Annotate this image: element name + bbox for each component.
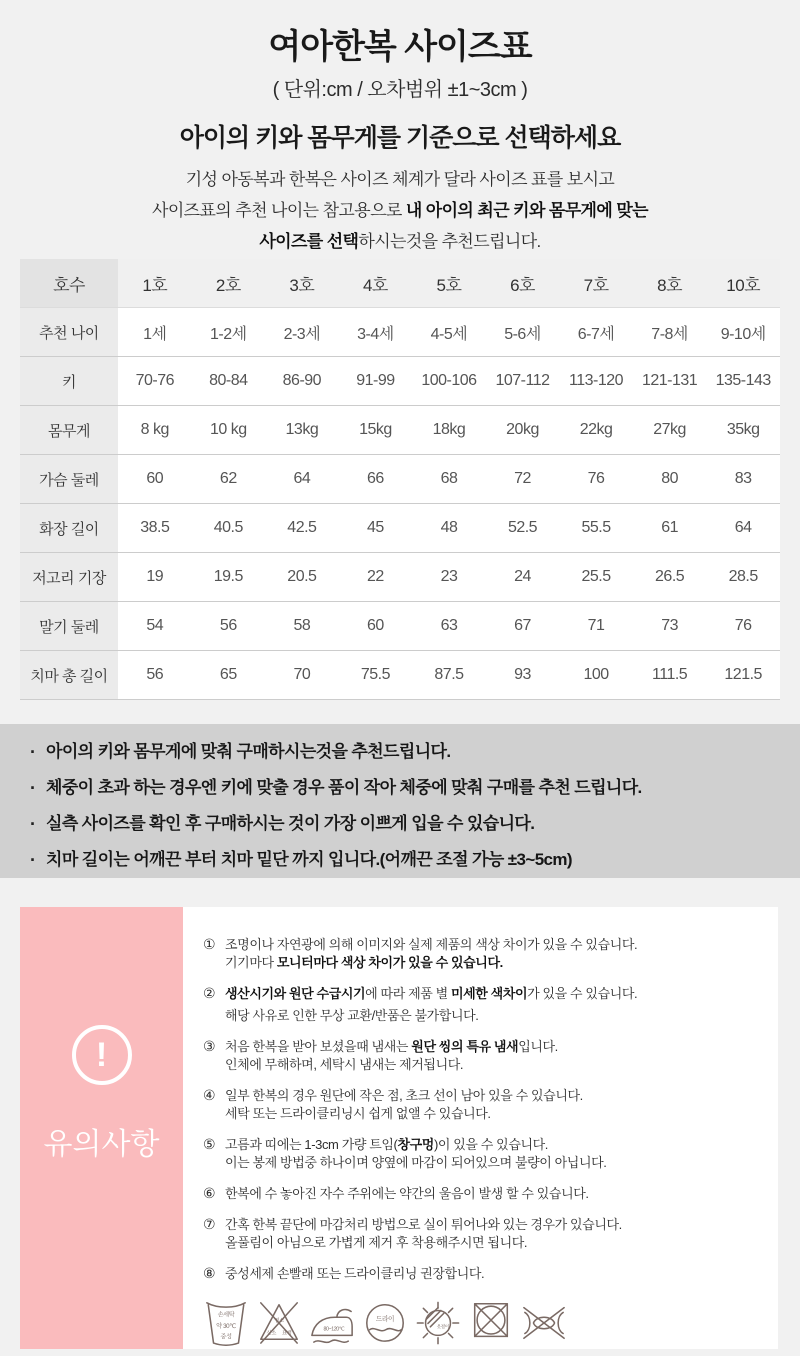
size-value-cell: 22kg [559,406,633,455]
notice-line: ⑥ 한복에 수 놓아진 자수 주위에는 약간의 울음이 발생 할 수 있습니다. [203,1185,589,1201]
size-value-cell: 60 [118,455,192,504]
notice-item [203,1184,772,1203]
table-header-row [20,259,780,308]
tips-list [0,724,800,878]
size-value-cell: 48 [412,504,486,553]
size-value-cell: 27kg [633,406,707,455]
size-value-cell: 71 [559,602,633,651]
size-value-cell: 25.5 [559,553,633,602]
notice-item [203,1264,772,1283]
exclamation-icon: ! [72,1025,132,1085]
row-label-cell: 키 [20,357,118,406]
bullet-dot-icon: · [30,778,36,798]
size-value-cell: 5-6세 [486,308,560,357]
table-row [20,651,780,700]
notice-list [203,935,772,1283]
size-value-cell: 6-7세 [559,308,633,357]
size-value-cell: 100 [559,651,633,700]
notice-continuation-line: 올풀림이 아님으로 가볍게 제거 후 착용해주시면 됩니다. [225,1235,528,1250]
size-value-cell: 135-143 [706,357,780,406]
size-value-cell: 28.5 [706,553,780,602]
item-number: ⑤ [203,1136,216,1152]
bullet-dot-icon: · [30,850,36,870]
size-value-cell: 20kg [486,406,560,455]
size-value-cell: 87.5 [412,651,486,700]
tip-item: · 아이의 키와 몸무게에 맞춰 구매하시는것을 추천드립니다. [30,734,800,770]
tip-item: · 체중이 초과 하는 경우엔 키에 맞출 경우 품이 작아 체중에 맞춰 구매를 추천 드립니다. [30,770,800,806]
size-column-header: 2호 [192,259,266,308]
table-row [20,504,780,553]
size-column-header: 10호 [706,259,780,308]
item-number: ④ [203,1087,216,1103]
size-value-cell: 22 [339,553,413,602]
row-label-cell: 추천 나이 [20,308,118,357]
notice-panel [20,907,778,1349]
size-value-cell: 72 [486,455,560,504]
bullet-dot-icon: · [30,814,36,834]
svg-text:옷걸이: 옷걸이 [436,1323,449,1329]
size-value-cell: 76 [706,602,780,651]
notice-continuation-line: 기기마다 모니터마다 색상 차이가 있을 수 있습니다. [225,955,503,970]
notice-item [203,1037,772,1074]
notice-continuation-line: 인체에 무해하며, 세탁시 냄새는 제거됩니다. [225,1057,464,1072]
selection-guide-heading: 아이의 키와 몸무게를 기준으로 선택하세요 [179,124,621,152]
svg-text:산소: 산소 [266,1330,277,1337]
care-symbols-row [203,1295,772,1349]
intro-line: 기성 아동복과 한복은 사이즈 체계가 달라 사이즈 표를 보시고 [185,170,615,189]
size-column-header: 7호 [559,259,633,308]
size-value-cell: 1세 [118,308,192,357]
corner-header-cell: 호수 [20,259,118,308]
notice-continuation-line: 세탁 또는 드라이클리닝시 쉽게 없앨 수 있습니다. [225,1106,491,1121]
tip-item: · 실측 사이즈를 확인 후 구매하시는 것이 가장 이쁘게 입을 수 있습니다. [30,806,800,842]
size-value-cell: 65 [192,651,266,700]
svg-text:80~120℃: 80~120℃ [323,1326,345,1333]
notice-continuation-line: 이는 봉제 방법중 하나이며 양옆에 마감이 되어있으며 불량이 아닙니다. [225,1155,607,1170]
size-value-cell: 107-112 [486,357,560,406]
size-column-header: 6호 [486,259,560,308]
size-value-cell: 40.5 [192,504,266,553]
size-value-cell: 20.5 [265,553,339,602]
notice-line: ④ 일부 한복의 경우 원단에 작은 점, 초크 선이 남아 있을 수 있습니다. [203,1087,583,1103]
size-value-cell: 7-8세 [633,308,707,357]
row-label-cell: 말기 둘레 [20,602,118,651]
size-value-cell: 86-90 [265,357,339,406]
tip-item: · 치마 길이는 어깨끈 부터 치마 밑단 까지 입니다.(어깨끈 조절 가능 ±3~5cm) [30,842,800,878]
page-title: 여아한복 사이즈표 [268,28,532,66]
size-value-cell: 91-99 [339,357,413,406]
size-value-cell: 38.5 [118,504,192,553]
notice-item [203,935,772,972]
table-row [20,602,780,651]
table-row [20,455,780,504]
row-label-cell: 치마 총 길이 [20,651,118,700]
size-value-cell: 3-4세 [339,308,413,357]
notice-item [203,1215,772,1252]
svg-text:염소: 염소 [274,1318,284,1324]
size-column-header: 5호 [412,259,486,308]
row-label-cell: 저고리 기장 [20,553,118,602]
hand-wash-30-icon [203,1295,249,1349]
size-value-cell: 10 kg [192,406,266,455]
size-value-cell: 113-120 [559,357,633,406]
table-row [20,406,780,455]
notice-line: ⑦ 간혹 한복 끝단에 마감처리 방법으로 실이 튀어나와 있는 경우가 있습니다. [203,1216,622,1232]
svg-text:약 30℃: 약 30℃ [216,1322,236,1330]
bullet-dot-icon: · [30,742,36,762]
notice-line: ⑤ 고름과 띠에는 1-3cm 가량 트임(창구멍)이 있을 수 있습니다. [203,1136,549,1152]
caution-side-panel [20,907,183,1349]
size-value-cell: 83 [706,455,780,504]
iron-80-120-icon [309,1295,355,1349]
size-value-cell: 56 [118,651,192,700]
size-column-header: 4호 [339,259,413,308]
size-value-cell: 19 [118,553,192,602]
size-value-cell: 76 [559,455,633,504]
size-value-cell: 15kg [339,406,413,455]
svg-text:드라이: 드라이 [375,1316,395,1324]
item-number: ⑧ [203,1265,216,1281]
size-value-cell: 100-106 [412,357,486,406]
size-value-cell: 52.5 [486,504,560,553]
svg-text:중성: 중성 [220,1333,232,1341]
size-value-cell: 1-2세 [192,308,266,357]
notice-line: ⑧ 중성세제 손빨래 또는 드라이클리닝 권장합니다. [203,1265,485,1281]
intro-line: 사이즈표의 추천 나이는 참고용으로 내 아이의 최근 키와 몸무게에 맞는 [152,201,648,220]
caution-title: 유의사항 [43,1128,160,1161]
size-value-cell: 64 [706,504,780,553]
size-value-cell: 23 [412,553,486,602]
svg-text:손세탁: 손세탁 [217,1311,235,1319]
size-value-cell: 70 [265,651,339,700]
item-number: ③ [203,1038,216,1054]
notice-line: ① 조명이나 자연광에 의해 이미지와 실제 제품의 색상 차이가 있을 수 있습니다. [203,936,638,952]
no-tumble-dry-icon [468,1295,514,1349]
size-value-cell: 73 [633,602,707,651]
size-value-cell: 2-3세 [265,308,339,357]
size-value-cell: 68 [412,455,486,504]
unit-subtitle: ( 단위:cm / 오차범위 ±1~3cm ) [272,79,528,101]
size-value-cell: 75.5 [339,651,413,700]
size-table [20,259,780,700]
size-value-cell: 61 [633,504,707,553]
notice-continuation-line: 해당 사유로 인한 무상 교환/반품은 불가합니다. [225,1008,479,1023]
table-row [20,308,780,357]
notice-line: ② 생산시기와 원단 수급시기에 따라 제품 별 미세한 색차이가 있을 수 있습니다. [203,985,638,1001]
size-value-cell: 24 [486,553,560,602]
row-label-cell: 화장 길이 [20,504,118,553]
size-value-cell: 54 [118,602,192,651]
dry-clean-icon [362,1295,408,1349]
size-value-cell: 56 [192,602,266,651]
size-value-cell: 8 kg [118,406,192,455]
shade-dry-icon [415,1295,461,1349]
size-value-cell: 26.5 [633,553,707,602]
notice-line: ③ 처음 한복을 받아 보셨을때 냄새는 원단 씽의 특유 냄새입니다. [203,1038,558,1054]
item-number: ⑥ [203,1185,216,1201]
size-value-cell: 58 [265,602,339,651]
table-row [20,357,780,406]
size-value-cell: 62 [192,455,266,504]
size-column-header: 1호 [118,259,192,308]
intro-paragraph [0,164,800,257]
size-value-cell: 80 [633,455,707,504]
size-value-cell: 121-131 [633,357,707,406]
size-column-header: 3호 [265,259,339,308]
size-value-cell: 64 [265,455,339,504]
size-value-cell: 66 [339,455,413,504]
size-value-cell: 67 [486,602,560,651]
no-wring-icon [521,1295,567,1349]
size-value-cell: 13kg [265,406,339,455]
size-value-cell: 35kg [706,406,780,455]
size-value-cell: 80-84 [192,357,266,406]
size-value-cell: 121.5 [706,651,780,700]
size-value-cell: 63 [412,602,486,651]
size-value-cell: 42.5 [265,504,339,553]
size-value-cell: 18kg [412,406,486,455]
size-value-cell: 55.5 [559,504,633,553]
no-bleach-icon [256,1295,302,1349]
notice-body [183,907,778,1349]
row-label-cell: 몸무게 [20,406,118,455]
size-value-cell: 19.5 [192,553,266,602]
size-value-cell: 93 [486,651,560,700]
size-value-cell: 9-10세 [706,308,780,357]
size-value-cell: 45 [339,504,413,553]
intro-line: 사이즈를 선택하시는것을 추천드립니다. [259,232,541,251]
table-row [20,553,780,602]
notice-item [203,984,772,1025]
svg-text:표백: 표백 [281,1330,292,1337]
size-value-cell: 111.5 [633,651,707,700]
size-column-header: 8호 [633,259,707,308]
item-number: ⑦ [203,1216,216,1232]
notice-item [203,1135,772,1172]
notice-item [203,1086,772,1123]
row-label-cell: 가슴 둘레 [20,455,118,504]
size-value-cell: 60 [339,602,413,651]
item-number: ① [203,936,216,952]
size-value-cell: 70-76 [118,357,192,406]
item-number: ② [203,985,216,1001]
size-value-cell: 4-5세 [412,308,486,357]
